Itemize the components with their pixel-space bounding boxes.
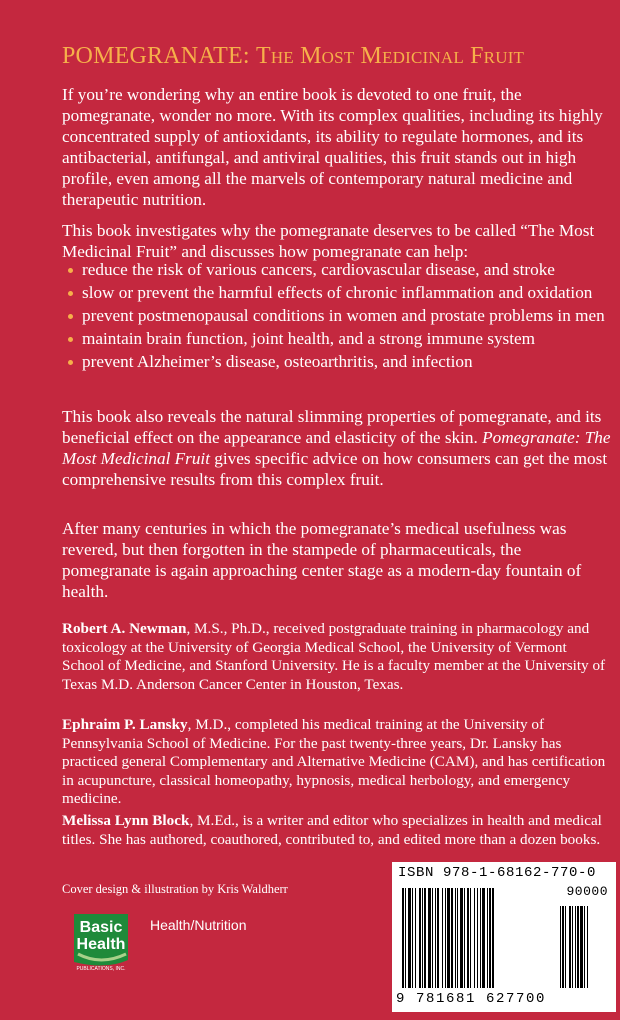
barcode-bar <box>442 888 443 988</box>
benefit-text: prevent Alzheimer’s disease, osteoarthritis, and infection <box>82 352 473 371</box>
barcode-bar <box>477 888 478 988</box>
barcode-bar <box>470 888 471 988</box>
barcode-bar <box>572 906 573 988</box>
benefit-item <box>62 329 612 348</box>
title-main: POMEGRANATE: <box>62 43 250 69</box>
barcode-bar <box>580 906 583 988</box>
publisher-logo <box>66 910 136 972</box>
barcode-bar <box>467 888 469 988</box>
title-subtitle: The Most Medicinal Fruit <box>255 43 525 69</box>
barcode-bar <box>587 906 588 988</box>
author-bio <box>62 812 612 849</box>
barcode-bar <box>464 888 465 988</box>
barcode-bar <box>565 906 566 988</box>
barcode-bar <box>435 888 436 988</box>
author-bio-text: , M.S., Ph.D., received postgraduate training in pharmacology and toxicology at the University of Georgia Medical School, the University of Vermont School of Medicine, and Stanford University. He is a faculty member at the University of Texas M.D. Anderson Cancer Center in Houston, Texas. <box>62 620 606 693</box>
cover-credit: Cover design & illustration by Kris Waldherr <box>62 882 288 896</box>
barcode-bar <box>408 888 411 988</box>
publisher-logo-line3: PUBLICATIONS, INC. <box>76 966 126 972</box>
bullet-dot-icon <box>68 314 73 319</box>
slimming-text-after: gives specific advice on how consumers can get the most comprehensive results from this complex fruit. <box>62 449 608 489</box>
barcode-bar <box>419 888 421 988</box>
barcode-bar <box>451 888 453 988</box>
barcode-bar <box>577 906 579 988</box>
category-label: Health/Nutrition <box>150 917 247 933</box>
barcode-bar <box>405 888 406 988</box>
barcode-bar <box>489 888 491 988</box>
slimming-text-before: This book also reveals the natural slimming properties of pomegranate, and its beneficial effect on the appearance and elasticity of the skin. <box>62 407 602 447</box>
isbn-barcode <box>392 862 616 1012</box>
benefit-item <box>62 283 612 302</box>
investigates-paragraph: This book investigates why the pomegranate deserves to be called “The Most Medicinal Fruit” and discusses how pomegranate can help: <box>62 221 595 261</box>
benefit-text: slow or prevent the harmful effects of chronic inflammation and oxidation <box>82 283 593 302</box>
barcode-bar <box>457 888 458 988</box>
barcode-bar <box>575 906 576 988</box>
slimming-paragraph <box>62 406 612 490</box>
barcode-bar <box>455 888 456 988</box>
publisher-logo-line2: Health <box>76 936 126 953</box>
author-bio <box>62 716 612 809</box>
bullet-dot-icon <box>68 291 73 296</box>
author-bio-text: , M.D., completed his medical training at the University of Pennsylvania School of Medicine. For the past twenty-three years, Dr. Lansky has practiced general Complementary and Alternative Medicine (CAM), and has certification in acupuncture, classical homeopathy, hypnosis, medical herbology, and emergency medicine. <box>62 716 606 807</box>
publisher-logo-line1: Basic <box>79 919 123 936</box>
barcode-bar <box>480 888 481 988</box>
bullet-dot-icon <box>68 360 73 365</box>
isbn-label: ISBN 978-1-68162-770-0 <box>398 865 597 881</box>
barcode-bar <box>482 888 485 988</box>
author-name: Ephraim P. Lansky <box>62 716 188 733</box>
barcode-bars <box>400 888 608 994</box>
bullet-dot-icon <box>68 268 73 273</box>
barcode-bar <box>445 888 446 988</box>
benefit-text: prevent postmenopausal conditions in women and prostate problems in men <box>82 306 605 325</box>
barcode-bar <box>492 888 494 988</box>
bullet-dot-icon <box>68 337 73 342</box>
author-name: Melissa Lynn Block <box>62 812 190 829</box>
barcode-bar <box>432 888 433 988</box>
barcode-bar <box>560 906 561 988</box>
benefit-text: maintain brain function, joint health, and a strong immune system <box>82 329 535 348</box>
author-name: Robert A. Newman <box>62 620 187 637</box>
book-title-italic: Pomegranate: The Most Medicinal Fruit <box>62 428 611 468</box>
barcode-bar <box>569 906 571 988</box>
author-bio-text: , M.Ed., is a writer and editor who specializes in health and medical titles. She has authored, coauthored, contributed to, and edited more than a dozen books. <box>62 812 602 848</box>
benefit-item <box>62 306 612 325</box>
book-title <box>62 42 620 70</box>
benefit-text: reduce the risk of various cancers, cardiovascular disease, and stroke <box>82 260 555 279</box>
barcode-bar <box>428 888 431 988</box>
benefit-item <box>62 352 612 371</box>
barcode-bar <box>402 888 404 988</box>
barcode-bar <box>474 888 475 988</box>
barcode-bar <box>584 906 585 988</box>
barcode-bar <box>437 888 439 988</box>
history-paragraph: After many centuries in which the pomegranate’s medical usefulness was revered, but then forgotten in the stampede of pharmaceuticals, the pomegranate is again approaching center stage as a modern-day fountain of health. <box>62 519 582 601</box>
intro-paragraph: If you’re wondering why an entire book is devoted to one fruit, the pomegranate, wonder no more. With its complex qualities, including its highly concentrated supply of antioxidants, its ability to regulate hormones, and its antibacterial, antifungal, and antiviral qualities, this fruit stands out in high profile, even among all the marvels of contemporary natural medicine and therapeutic nutrition. <box>62 85 603 209</box>
barcode-bar <box>460 888 463 988</box>
barcode-bar <box>422 888 423 988</box>
barcode-bar <box>562 906 564 988</box>
barcode-bar <box>487 888 488 988</box>
barcode-bar <box>424 888 426 988</box>
barcode-bar <box>412 888 413 988</box>
price-code: 90000 <box>566 884 608 899</box>
benefit-item <box>62 260 612 279</box>
author-bio <box>62 620 612 694</box>
barcode-bar <box>415 888 416 988</box>
barcode-bar <box>447 888 450 988</box>
ean-digits: 9 781681 627700 <box>396 991 547 1007</box>
benefits-list <box>62 260 612 375</box>
